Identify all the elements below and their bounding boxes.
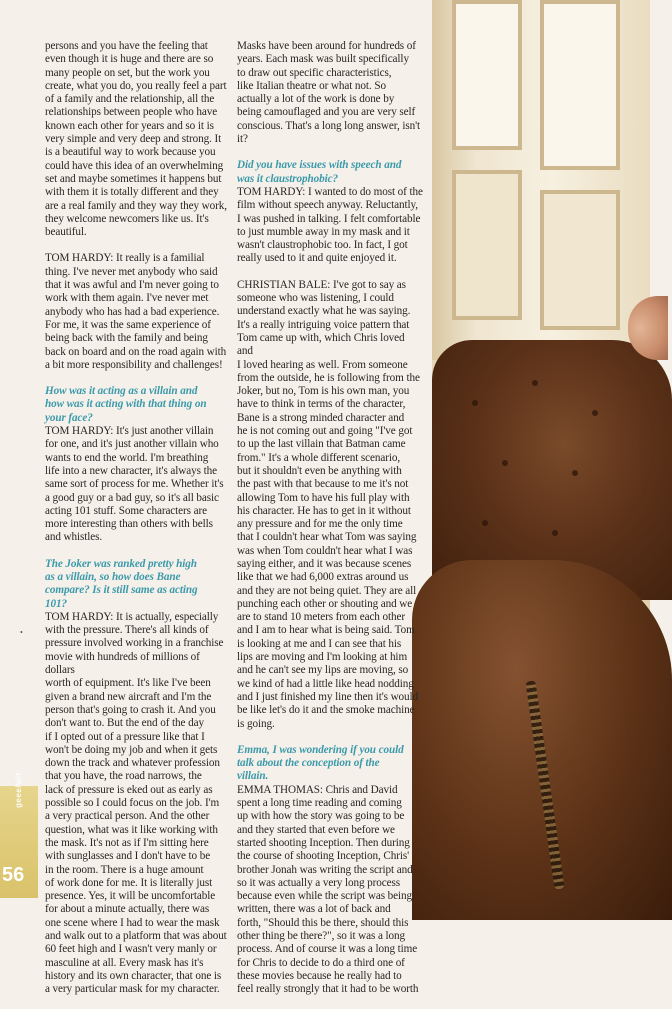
tuft — [572, 470, 578, 476]
section-label: geee/wit — [14, 772, 23, 808]
page-number: 56 — [2, 864, 25, 886]
tuft — [592, 410, 598, 416]
tuft — [472, 400, 478, 406]
interview-question: Did you have issues with speech and was it claustrophobic? — [237, 159, 402, 185]
paragraph: Masks have been around for hundreds of years. Each mask was built specifically to draw out specific characteristics, like Italian theatre or what not. So actually a lot of the work is done by being camouflaged and you are very self conscious. That's a long long answer, isn't it? — [237, 40, 421, 146]
paragraph: persons and you have the feeling that even though it is huge and there are so many people on set, but the work you create, what you do, you really feel a part of a family and the relationship, all the relationships between people who have known each other for years and so it is very simple and very deep and strong. It is a beautiful way to work because you could have this idea of an overwhelming set and maybe sometimes it happens but with them it is totally different and they are a real family and they way they work, they welcome newcomers like us. It's beautiful. — [45, 40, 227, 239]
tuft — [552, 530, 558, 536]
interview-question: How was it acting as a villain and how was it acting with that thing on your face? — [45, 385, 207, 424]
tuft — [502, 460, 508, 466]
interview-answer: TOM HARDY: I wanted to do most of the film without speech anyway. Reluctantly, I was pushed in talking. I felt comfortable to just mumble away in my mask and it wasn't claustrophobic too. In fact, I got really used to it and quite enjoyed it. — [237, 185, 423, 265]
interview-answer: TOM HARDY: It is actually, especially with the pressure. There's all kinds of pressure involved working in a franchise movie with hundreds of millions of dollars worth of equipment. It's like I've been given a brand new aircraft and I'm the person that's going to crash it. And you don't want to. But the end of the day if I opted out of a pressure like that I won't be doing my job and when it gets down the track and whatever profession that you have, the road narrows, the lack of pressure is eked out as early as possible so I could focus on the job. I'm a very practical person. And the other question, what was it like working with the mask. It's not as if I'm sitting here with sunglasses and I don't have to be in the room. There is a huge amount of work done for me. It is literally just presence. Yes, it will be uncomfortable for about a minute actually, there was one scene where I had to wear the mask and walk out to a platform that was about 60 feet high and I wasn't very manly or masculine at all. Every mask has it's history and its own character, that one is a very particular mask for my character. — [45, 610, 227, 996]
interview-answer: TOM HARDY: It's just another villain for one, and it's just another villain who wants to end the world. I'm breathing life into a new character, it's always the same sort of process for me. Whether it's a good guy or a bad guy, so it's all basic acting 101 stuff. Some characters are more interesting than others with bells and whistles. — [45, 425, 224, 544]
interview-question: The Joker was ranked pretty high as a villain, so how does Bane compare? Is it still same as acting 101? — [45, 557, 198, 610]
sofa-photo — [432, 0, 650, 898]
window-pane — [540, 0, 620, 170]
margin-mark: • — [20, 628, 23, 637]
middle-text-column — [237, 40, 423, 1009]
left-text-column — [45, 40, 228, 1009]
interview-question: Emma, I was wondering if you could talk about the conception of the villain. — [237, 743, 404, 783]
interview-answer: EMMA THOMAS: Chris and David spent a long time reading and coming up with how the story was going to be and they started that even before we started shooting Inception. Then during the course of shooting Inception, Chris' brother Jonah was writing the script and so it was actually a very long process because even while the script was being written, there was a lot of back and forth, "Should this be there, should this other thing be there?", so it was a long process. And of course it was a long time for Chris to decide to do a third one of these movies because he really had to feel really strongly that it had to be worth — [237, 783, 419, 996]
window-pane — [452, 170, 522, 320]
paragraph: CHRISTIAN BALE: I've got to say as someone who was listening, I could understand exactly what he was saying. It's a really intriguing voice pattern that Tom came up with, which Chris loved and I loved hearing as well. From someone from the outside, he is following from the Joker, but no, Tom is his own man, you have to think in terms of the character, Bane is a strong minded character and he is not coming out and going "I've got to up the last villain that Batman came from." It's a whole different scenario, but it shouldn't even be anything with the past with that because to me it's not allowing Tom to have his full play with his character. He has to get in it without any pressure and for me the only time that I couldn't hear what Tom was saying was when Tom couldn't hear what I was saying either, and it was because scenes like that we had 6,000 extras around us and they are not being quiet. They are all punching each other or shouting and we are to stand 10 meters from each other and I am to hear what is being said. Tom is looking at me and I can see that his lips are moving and I'm looking at him and he can't see my lips are moving, so we kind of had a little like head nodding and I just finished my line then it's would be like let's do it and the smoke machine is going. — [237, 278, 420, 730]
window-pane — [540, 190, 620, 330]
window-pane — [452, 0, 522, 150]
tuft — [532, 380, 538, 386]
window-background — [432, 0, 650, 360]
paragraph: TOM HARDY: It really is a familial thing. I've never met anybody who said that it was awful and I'm never going to work with them again. I've never met anybody who has had a bad experience. For me, it was the same experience of being back with the family and being back on board and on the road again with a bit more responsibility and challenges! — [45, 252, 227, 371]
tuft — [482, 520, 488, 526]
